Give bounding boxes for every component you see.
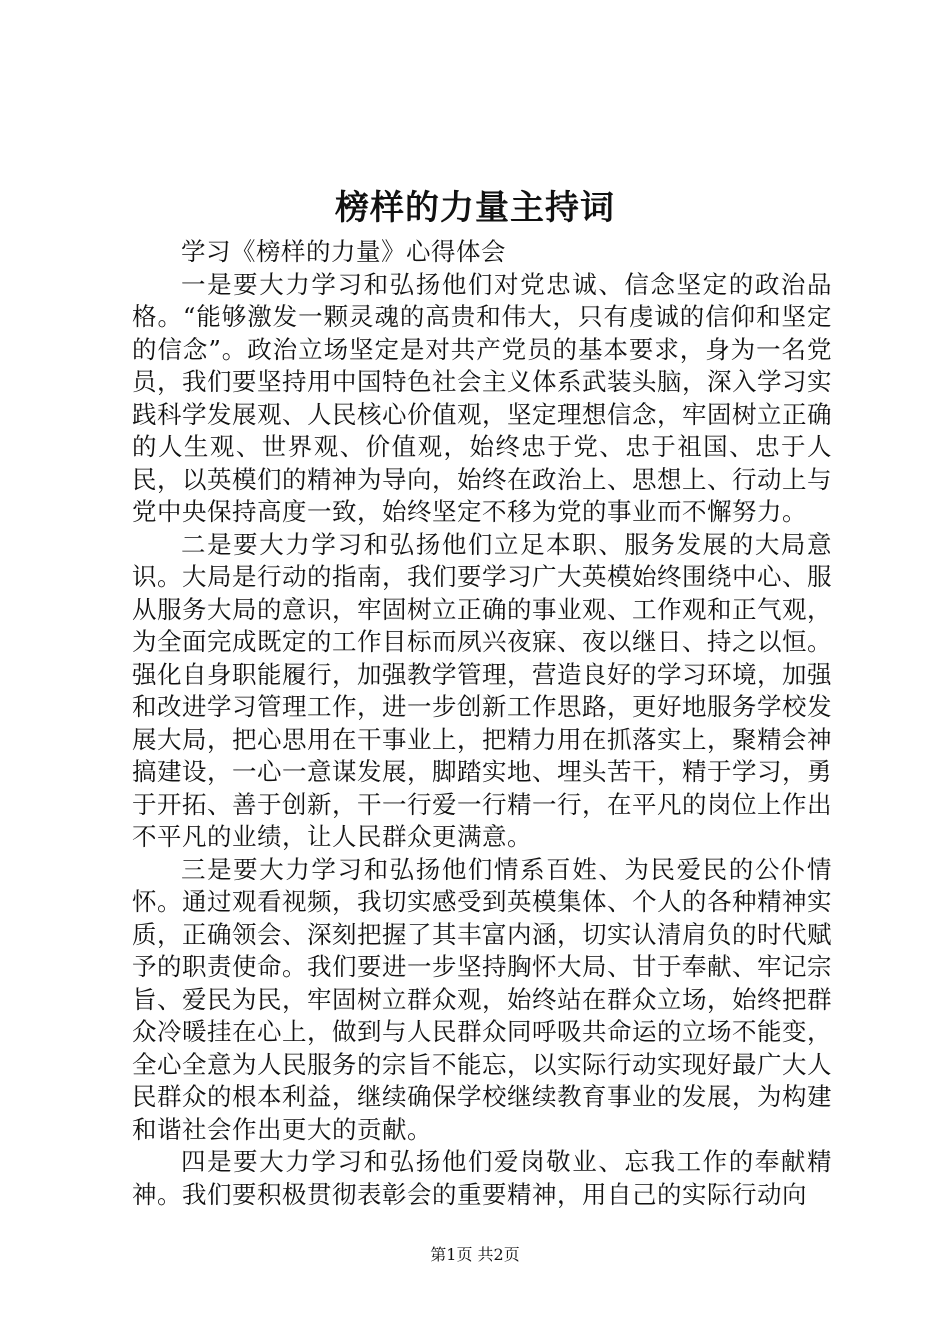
document-body [132, 236, 832, 1211]
body-paragraph: 四是要大力学习和弘扬他们爱岗敬业、忘我工作的奉献精神。我们要积极贯彻表彰会的重要精神，用自己的实际行动向 [132, 1147, 832, 1209]
document-title: 榜样的力量主持词 [335, 188, 615, 228]
page-number-footer: 第1页 共2页 [430, 1245, 520, 1264]
body-paragraph: 二是要大力学习和弘扬他们立足本职、服务发展的大局意识。大局是行动的指南，我们要学习广大英模始终围绕中心、服从服务大局的意识，牢固树立正确的事业观、工作观和正气观，为全面完成既定的工作目标而夙兴夜寐、夜以继日、持之以恒。强化自身职能履行，加强教学管理，营造良好的学习环境，加强和改进学习管理工作，进一步创新工作思路，更好地服务学校发展大局，把心思用在干事业上，把精力用在抓落实上，聚精会神搞建设，一心一意谋发展，脚踏实地、埋头苦干，精于学习，勇于开拓、善于创新，干一行爱一行精一行，在平凡的岗位上作出不平凡的业绩，让人民群众更满意。 [132, 529, 832, 851]
body-paragraph: 三是要大力学习和弘扬他们情系百姓、为民爱民的公仆情怀。通过观看视频，我切实感受到英模集体、个人的各种精神实质，正确领会、深刻把握了其丰富内涵，切实认清肩负的时代赋予的职责使命。我们要进一步坚持胸怀大局、甘于奉献、牢记宗旨、爱民为民，牢固树立群众观，始终站在群众立场，始终把群众冷暖挂在心上，做到与人民群众同呼吸共命运的立场不能变，全心全意为人民服务的宗旨不能忘，以实际行动实现好最广大人民群众的根本利益，继续确保学校继续教育事业的发展，为构建和谐社会作出更大的贡献。 [132, 854, 832, 1144]
body-paragraph: 一是要大力学习和弘扬他们对党忠诚、信念坚定的政治品格。“能够激发一颗灵魂的高贵和伟大，只有虔诚的信仰和坚定的信念”。政治立场坚定是对共产党员的基本要求，身为一名党员，我们要坚持用中国特色社会主义体系武装头脑，深入学习实践科学发展观、人民核心价值观，坚定理想信念，牢固树立正确的人生观、世界观、价值观，始终忠于党、忠于祖国、忠于人民，以英模们的精神为导向，始终在政治上、思想上、行动上与党中央保持高度一致，始终坚定不移为党的事业而不懈努力。 [132, 269, 832, 526]
subtitle-paragraph: 学习《榜样的力量》心得体会 [181, 237, 506, 266]
